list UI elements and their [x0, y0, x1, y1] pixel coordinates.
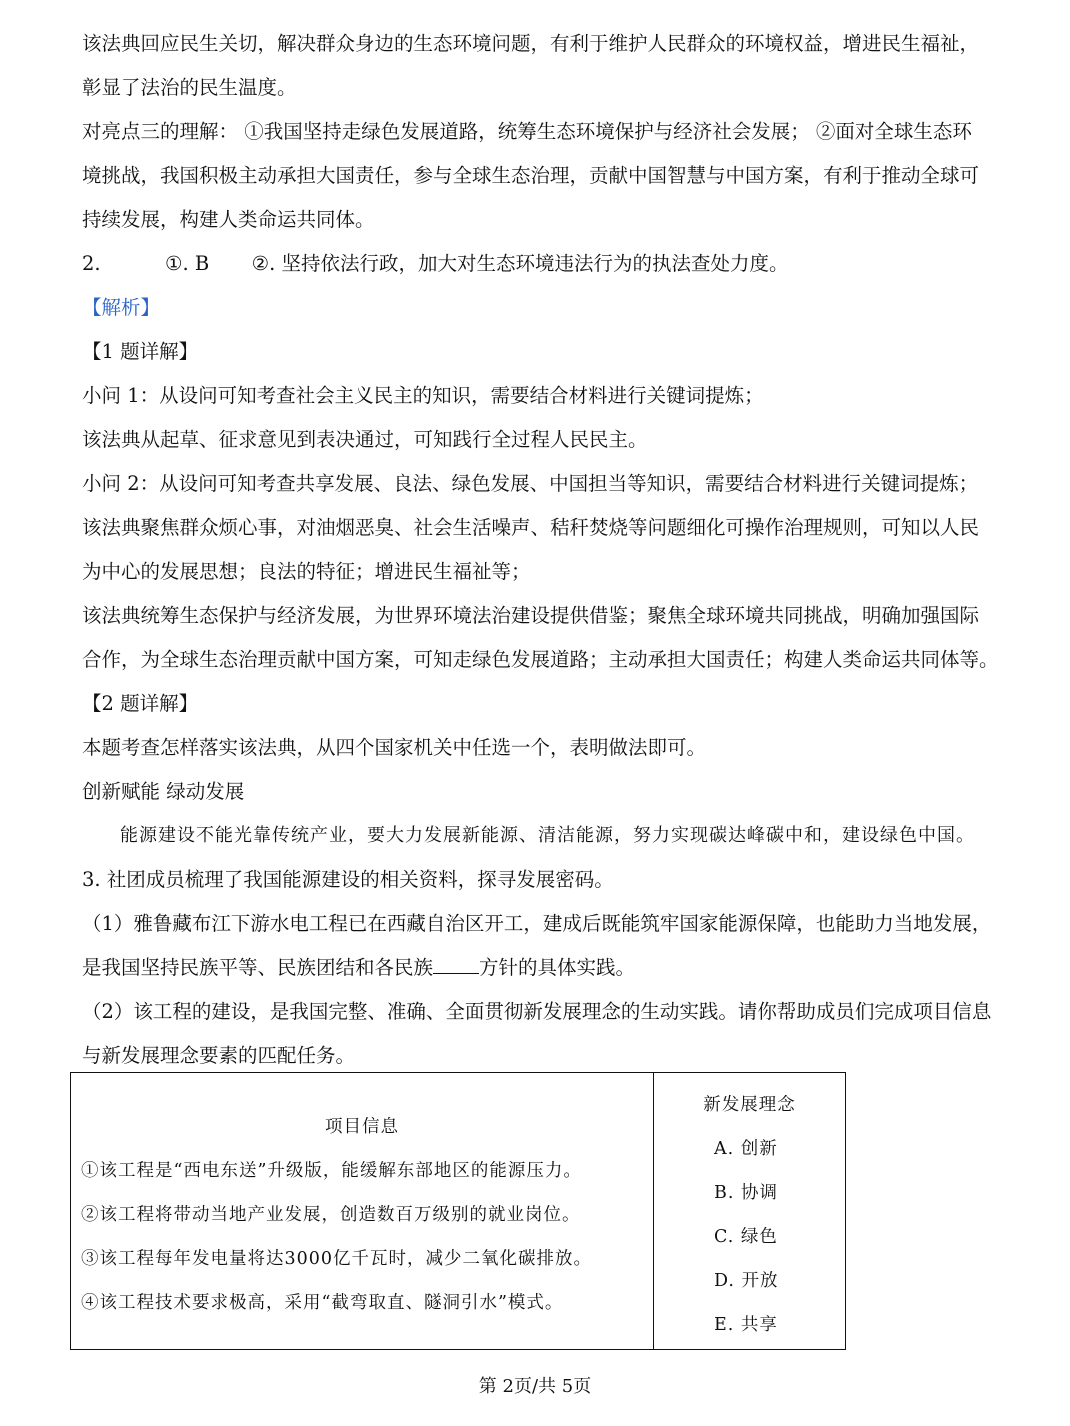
concept-option-e: E. 共享 — [714, 1315, 778, 1335]
page-footer: 第 2页/共 5页 — [478, 1376, 592, 1397]
paragraph-line: 境挑战，我国积极主动承担大国责任，参与全球生态治理，贡献中国智慧与中国方案，有利于推动全球可 — [82, 164, 980, 187]
question-number: 2. — [82, 252, 101, 275]
project-info-item: ①该工程是“西电东送”升级版，能缓解东部地区的能源压力。 — [81, 1161, 582, 1181]
concept-title: 新发展理念 — [703, 1095, 796, 1115]
paragraph-line: （1）雅鲁藏布江下游水电工程已在西藏自治区开工，建成后既能筑牢国家能源保障，也能助力当地发展， — [82, 912, 992, 935]
paragraph-line: 该法典聚焦群众烦心事，对油烟恶臭、社会生活噪声、秸秆焚烧等问题细化可操作治理规则，可知以人民 — [82, 516, 980, 539]
paragraph-line: 该法典从起草、征求意见到表决通过，可知践行全过程人民民主。 — [82, 428, 648, 451]
matching-table — [70, 1072, 846, 1350]
project-info-cell — [71, 1073, 654, 1350]
paragraph-line: 与新发展理念要素的匹配任务。 — [82, 1044, 356, 1067]
project-info-item: ②该工程将带动当地产业发展，创造数百万级别的就业岗位。 — [81, 1205, 581, 1225]
project-info-item: ④该工程技术要求极高，采用“截弯取直、隧洞引水”模式。 — [81, 1293, 564, 1313]
concept-option-d: D. 开放 — [714, 1271, 779, 1291]
question-3-stem: 3. 社团成员梳理了我国能源建设的相关资料，探寻发展密码。 — [82, 868, 614, 891]
project-info-item: ③该工程每年发电量将达3000亿千瓦时，减少二氧化碳排放。 — [81, 1249, 593, 1269]
answer-part-2: ②. 坚持依法行政，加大对生态环境违法行为的执法查处力度。 — [251, 252, 789, 275]
section-heading: 【1 题详解】 — [82, 340, 199, 363]
paragraph-line: 该法典回应民生关切，解决群众身边的生态环境问题，有利于维护人民群众的环境权益，增进民生福祉， — [82, 32, 980, 55]
paragraph-line: 该法典统筹生态保护与经济发展，为世界环境法治建设提供借鉴；聚焦全球环境共同挑战，明确加强国际 — [82, 604, 980, 627]
paragraph-line: 彰显了法治的民生温度。 — [82, 76, 297, 99]
concept-cell — [654, 1073, 846, 1350]
answer-part-1: ①. B — [165, 252, 210, 275]
paragraph-line: 本题考查怎样落实该法典，从四个国家机关中任选一个，表明做法即可。 — [82, 736, 707, 759]
paragraph-line: 小问 2：从设问可知考查共享发展、良法、绿色发展、中国担当等知识，需要结合材料进行关键词提炼； — [82, 472, 979, 495]
paragraph-line: 对亮点三的理解： ①我国坚持走绿色发展道路，统筹生态环境保护与经济社会发展； ②面对全球生态环 — [82, 120, 972, 143]
fill-in-blank[interactable] — [433, 955, 479, 974]
analysis-heading: 【解析】 — [82, 296, 161, 319]
fill-in-line — [82, 954, 635, 982]
concept-option-a: A. 创新 — [714, 1139, 778, 1159]
paragraph-line: 持续发展，构建人类命运共同体。 — [82, 208, 375, 231]
answer-line-2 — [82, 250, 789, 278]
fill-in-text-before: 是我国坚持民族平等、民族团结和各民族 — [82, 956, 434, 979]
concept-option-b: B. 协调 — [714, 1183, 778, 1203]
concept-option-c: C. 绿色 — [714, 1227, 778, 1247]
section-heading: 【2 题详解】 — [82, 692, 199, 715]
paragraph-line: （2）该工程的建设，是我国完整、准确、全面贯彻新发展理念的生动实践。请你帮助成员们完成项目信息 — [82, 1000, 992, 1023]
intro-paragraph: 能源建设不能光靠传统产业，要大力发展新能源、清洁能源，努力实现碳达峰碳中和，建设绿色中国。 — [120, 825, 975, 846]
paragraph-line: 小问 1：从设问可知考查社会主义民主的知识，需要结合材料进行关键词提炼； — [82, 384, 764, 407]
project-info-title: 项目信息 — [325, 1117, 399, 1137]
topic-title: 创新赋能 绿动发展 — [82, 780, 245, 803]
paragraph-line: 为中心的发展思想；良法的特征；增进民生福祉等； — [82, 560, 531, 583]
paragraph-line: 合作，为全球生态治理贡献中国方案，可知走绿色发展道路；主动承担大国责任；构建人类命运共同体等。 — [82, 648, 999, 671]
fill-in-text-after: 方针的具体实践。 — [479, 956, 636, 979]
